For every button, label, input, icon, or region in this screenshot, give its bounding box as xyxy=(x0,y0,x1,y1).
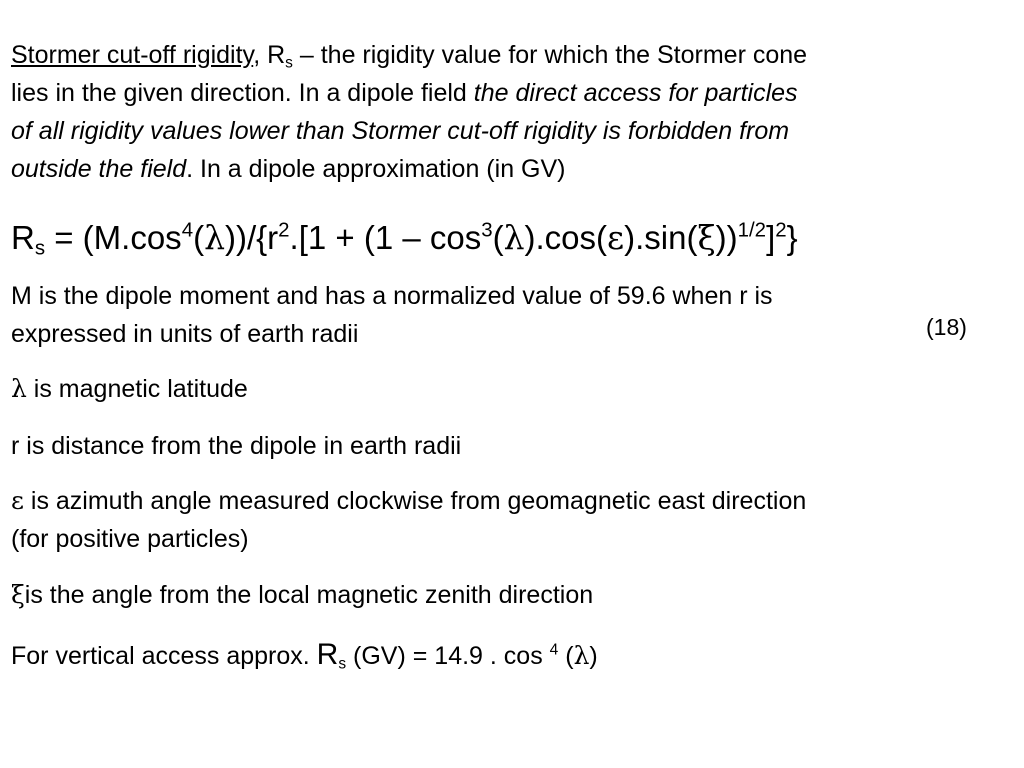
lambda-definition-symbol: λ xyxy=(11,374,27,403)
r-definition xyxy=(11,427,1011,465)
comma: , xyxy=(253,41,261,69)
lambda-definition-line xyxy=(11,370,1011,408)
formula-sup-4: 4 xyxy=(181,218,194,242)
stormer-term: Stormer cut-off rigidity xyxy=(11,41,254,69)
vertical-sup-4: 4 xyxy=(549,641,559,659)
intro-line-4 xyxy=(11,150,1011,188)
xi-symbol: ξ xyxy=(697,218,716,257)
xi-definition-line xyxy=(11,576,1011,614)
xi-definition-symbol: ξ xyxy=(11,580,25,609)
vertical-lambda-symbol: λ xyxy=(573,641,590,670)
intro-line-4-plain: . In a dipole approximation (in GV) xyxy=(186,155,566,183)
vertical-prefix: For vertical access approx. xyxy=(11,642,317,670)
rs-subscript: s xyxy=(285,54,293,72)
intro-line-1-rest: – the rigidity value for which the Stormer cone xyxy=(299,41,808,69)
lambda-definition xyxy=(11,370,1011,408)
intro-line-2-plain: lies in the given direction. In a dipole field xyxy=(11,79,467,107)
intro-line-2 xyxy=(11,74,1011,112)
formula-part-4: ).cos( xyxy=(524,219,608,256)
intro-line-3: of all rigidity values lower than Stormer cut-off rigidity is forbidden from xyxy=(11,117,790,145)
epsilon-definition-symbol: ε xyxy=(11,486,24,515)
epsilon-definition xyxy=(11,482,1011,558)
formula-sup-3: 3 xyxy=(481,218,493,242)
epsilon-definition-line-1 xyxy=(11,482,1011,520)
rigidity-formula xyxy=(11,216,798,260)
formula-part-2: ))/{r xyxy=(224,219,279,256)
formula-part-6: )) xyxy=(715,219,738,256)
intro-line-1 xyxy=(11,36,1011,74)
epsilon-definition-text: is azimuth angle measured clockwise from geomagnetic east direction xyxy=(23,487,807,515)
equation-number: (18) xyxy=(926,314,967,340)
formula-sup-2a: 2 xyxy=(278,218,290,242)
lambda-symbol: λ xyxy=(204,218,225,257)
formula-r-letter: R xyxy=(11,219,35,256)
formula-part-7: ] xyxy=(766,219,776,256)
m-definition xyxy=(11,277,1011,353)
intro-paragraph xyxy=(11,36,1011,188)
m-definition-line-1: M is the dipole moment and has a normalized value of 59.6 when r is xyxy=(11,282,773,310)
formula-part-1: = (M.cos xyxy=(54,219,182,256)
formula-open-paren: ( xyxy=(193,219,205,256)
vertical-access xyxy=(11,636,1011,675)
epsilon-definition-line-2: (for positive particles) xyxy=(11,525,249,553)
lambda-symbol-2: λ xyxy=(503,218,525,257)
formula-sup-2b: 2 xyxy=(775,218,787,242)
intro-line-2-italic: the direct access for particles xyxy=(473,79,798,107)
vertical-r-letter: R xyxy=(316,638,339,671)
m-definition-line-2: expressed in units of earth radii xyxy=(11,320,359,348)
formula-part-3: .[1 + (1 – cos xyxy=(289,219,482,256)
r-definition-text: r is distance from the dipole in earth radii xyxy=(11,432,462,460)
xi-definition xyxy=(11,576,1011,614)
lambda-definition-text: is magnetic latitude xyxy=(26,375,248,403)
intro-line-4-italic: outside the field xyxy=(11,155,187,183)
xi-definition-text: is the angle from the local magnetic zenith direction xyxy=(24,581,594,609)
formula-sup-half: 1/2 xyxy=(737,218,767,242)
epsilon-symbol: ε xyxy=(607,218,625,257)
formula-open-paren-2: ( xyxy=(492,219,504,256)
vertical-r-subscript: s xyxy=(338,655,347,673)
rs-letter: R xyxy=(267,41,286,69)
vertical-access-line xyxy=(11,636,1011,675)
vertical-part-3: ) xyxy=(589,642,598,670)
vertical-part-1: (GV) = 14.9 . cos xyxy=(346,642,550,670)
formula-part-8: } xyxy=(786,219,798,256)
vertical-part-2: ( xyxy=(558,642,574,670)
formula-part-5: ).sin( xyxy=(624,219,698,256)
formula-r-subscript: s xyxy=(34,236,46,260)
